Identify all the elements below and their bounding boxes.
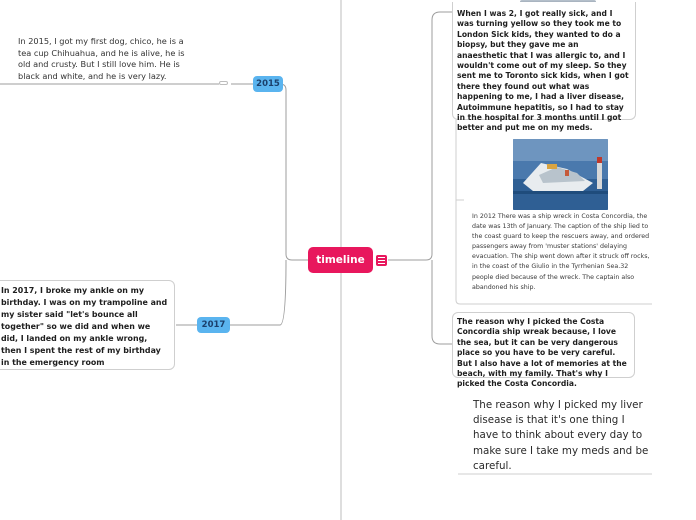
note-text-liver-illness: When I was 2, I got really sick, and I was turning yellow so they took me to London Sick kids, they wanted to do a biopsy, but they gave me an anaesthetic that I was allergic to, and I wouldn't come out of my sleep. So they sent me to Toronto sick kids, when I got there they found out what was happening to me, I had a liver disease, Autoimmune hepatitis, so I had to stay in the hospital for 3 months until I got better and put me on my meds.: [457, 9, 629, 133]
collapse-toggle-2015[interactable]: [219, 81, 228, 85]
note-card-shipwreck-reason[interactable]: [452, 312, 635, 389]
note-text-dog: In 2015, I got my first dog, chico, he is a tea cup Chihuahua, and he is alive, he is old and crusty. But I still love him. He is black and white, and he is very lazy.: [18, 36, 185, 81]
note-text-ankle: In 2017, I broke my ankle on my birthday. I was on my trampoline and my sister said "let's bounce all together" so we did and when we did, I landed on my ankle wrong, then I spent the rest of my birthday in the emergency room: [1, 286, 168, 367]
central-topic[interactable]: [308, 247, 373, 273]
note-text-liver-reason: The reason why I picked my liver disease is that it's one thing I have to think about every day to make sure I take my meds and be careful.: [473, 399, 649, 472]
ship-photo-art: [513, 139, 608, 210]
note-card-ankle[interactable]: [0, 280, 175, 370]
year-topic-2015[interactable]: [253, 76, 283, 92]
year-label-2015: 2015: [256, 79, 280, 89]
notes-icon[interactable]: [376, 255, 387, 266]
note-liver-reason[interactable]: [473, 398, 651, 474]
central-topic-label: timeline: [316, 254, 365, 266]
ship-photo: [513, 139, 608, 210]
note-shipwreck-caption[interactable]: [472, 212, 650, 293]
note-text-shipwreck-reason: The reason why I picked the Costa Concordia ship wreak because, I love the sea, but it can be very dangerous place so you have to be very careful. But I also have a lot of memories at the beach, with my family. That's why I picked the Costa Concordia.: [457, 317, 627, 389]
note-card-liver-illness[interactable]: [452, 2, 636, 133]
year-topic-2017[interactable]: [197, 317, 230, 333]
year-label-2017: 2017: [201, 320, 226, 330]
note-text-shipwreck: In 2012 There was a ship wreck in Costa Concordia, the date was 13th of January. The caption of the ship lied to the coast guard to keep the rescuers away, and ordered passengers away from 'muster stations' delaying evacuation. The ship went down after it struck off rocks, in the coast of the Giulio in the Tyrrhenian Sea.32 people died because of the wreck. The captain also abandoned his ship.: [472, 213, 650, 291]
note-2015-dog[interactable]: [18, 36, 198, 82]
